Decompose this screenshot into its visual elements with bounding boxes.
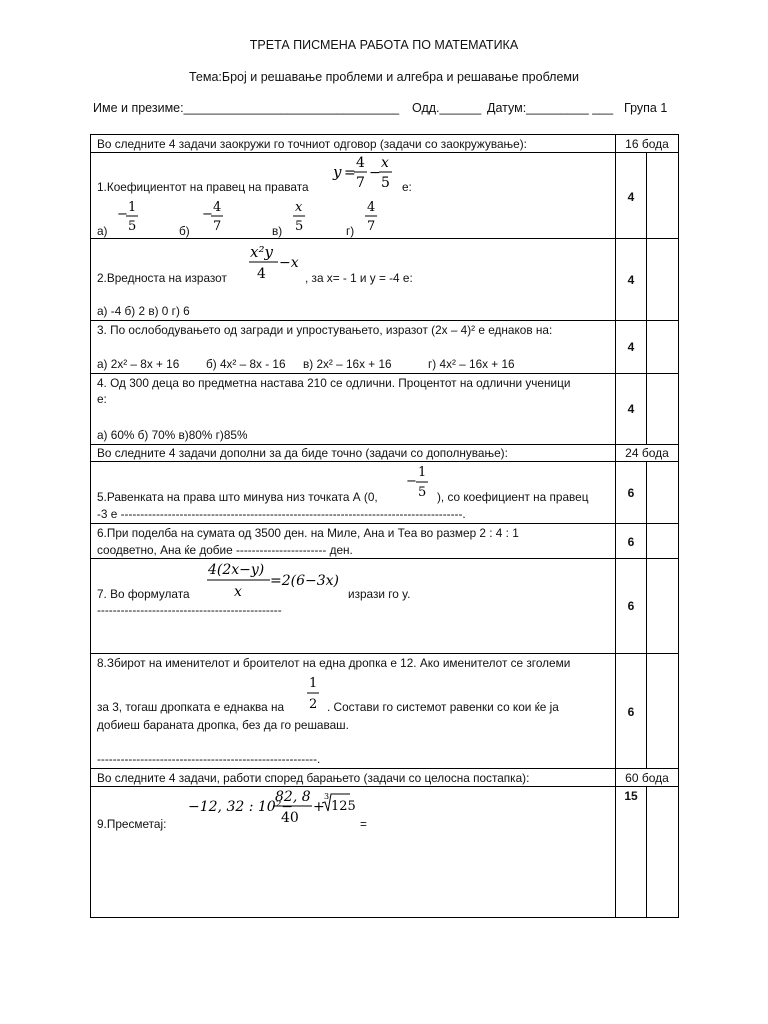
section-3-points: 60 бода (625, 771, 669, 785)
svg-text:−: − (117, 207, 128, 222)
q5-line-2: -3 е ---------------------------------------------------------------------------------------. (97, 507, 466, 521)
svg-text:+: + (313, 799, 325, 815)
q1-option-d: г) (346, 224, 355, 238)
svg-text:−12, 32 : 10²−: −12, 32 : 10²− (188, 799, 294, 815)
date-field: Датум:_________ ___ (487, 101, 614, 115)
row-divider (90, 373, 678, 374)
svg-text:40: 40 (281, 810, 299, 826)
svg-text:1: 1 (309, 676, 318, 691)
svg-text:125: 125 (331, 799, 356, 814)
q3-option-a: а) 2x² – 8x + 16 (97, 357, 180, 371)
q3-text: 3. По ослободувањето од загради и упростувањето, изразот (2x – 4)² е еднаков на: (97, 323, 553, 337)
svg-text:7: 7 (213, 219, 222, 234)
svg-text:4(2x−y): 4(2x−y) (208, 562, 265, 578)
section-2-instruction: Во следните 4 задачи дополни за да биде точно (задачи со дополнување): (97, 446, 508, 460)
q2-options: а) -4 б) 2 в) 0 г) 6 (97, 304, 190, 318)
score-column-divider (646, 461, 647, 768)
q7-text: 7. Во формулата (97, 587, 190, 601)
q6-line-2: соодветно, Ана ќе добие ----------------------- ден. (97, 543, 353, 557)
q9-formula (188, 787, 356, 829)
row-divider (90, 444, 678, 445)
svg-text:4: 4 (257, 266, 266, 282)
svg-text:4: 4 (367, 200, 376, 215)
q8-text-b: . Состави го системот равенки со кои ќе ја (327, 700, 559, 714)
svg-text:3: 3 (324, 792, 330, 801)
q5-text-a: 5.Равенката на права што минува низ точката А (0, (97, 490, 378, 504)
q7-line-2: ----------------------------------------------- (97, 603, 282, 617)
q1-suffix: е: (402, 180, 412, 194)
q9-points: 15 (624, 789, 638, 803)
q5-fraction (406, 462, 430, 502)
svg-text:x: x (381, 155, 389, 171)
svg-text:−: − (406, 474, 417, 489)
row-divider (90, 523, 678, 524)
score-column-divider (646, 786, 647, 918)
q4-options: а) 60% б) 70% в)80% г)85% (97, 428, 248, 442)
q8-line-3: добиеш бараната дропка, без да го решаваш. (97, 718, 349, 732)
q1-option-b: б) (179, 224, 190, 238)
q7-formula (206, 559, 340, 601)
q1-answer-c (292, 197, 308, 235)
section-1-points: 16 бода (625, 137, 669, 151)
q7-points: 6 (627, 599, 635, 613)
row-divider (90, 238, 678, 239)
svg-text:x: x (295, 200, 303, 215)
q8-line-4: --------------------------------------------------------. (97, 752, 321, 766)
svg-text:82, 8: 82, 8 (275, 789, 311, 805)
row-divider (90, 768, 678, 769)
q1-answer-a (117, 197, 139, 235)
q7-suffix: изрази го y. (348, 587, 411, 601)
row-divider (90, 320, 678, 321)
svg-text:7: 7 (367, 219, 376, 234)
q5-points: 6 (627, 486, 635, 500)
q4-line-2: е: (97, 392, 107, 406)
svg-text:5: 5 (381, 175, 390, 191)
row-divider (90, 558, 678, 559)
q8-fraction (306, 673, 322, 713)
q1-text: 1.Коефициентот на правец на правата (97, 180, 309, 194)
q2-points: 4 (627, 273, 635, 287)
svg-text:=: = (344, 165, 356, 181)
q4-line-1: 4. Од 300 деца во предметна настава 210 се одлични. Процентот на одлични ученици (97, 376, 571, 390)
q1-option-c: в) (272, 224, 283, 238)
svg-text:1: 1 (418, 465, 427, 480)
row-divider (90, 653, 678, 654)
q3-option-c: в) 2x² – 16x + 16 (303, 357, 392, 371)
svg-text:5: 5 (128, 219, 137, 234)
q6-points: 6 (627, 535, 635, 549)
q4-points: 4 (627, 402, 635, 416)
q3-option-d: г) 4x² – 16x + 16 (428, 357, 515, 371)
group-label: Група 1 (624, 101, 668, 115)
q8-text-a: за 3, тогаш дропката е еднаква на (97, 700, 285, 714)
class-field: Одд.______ (412, 101, 482, 115)
svg-text:−x: −x (279, 255, 299, 271)
q1-answer-b (202, 197, 224, 235)
q3-points: 4 (627, 340, 635, 354)
q6-line-1: 6.При поделба на сумата од 3500 ден. на Миле, Ана и Теа во размер 2 : 4 : 1 (97, 526, 519, 540)
q2-text: 2.Вредноста на изразот (97, 271, 227, 285)
section-2-points: 24 бода (625, 446, 669, 460)
section-3-instruction: Во следните 4 задачи, работи според барањето (задачи со целосна постапка): (97, 771, 530, 785)
q1-points: 4 (627, 190, 635, 204)
row-divider (90, 786, 678, 787)
svg-text:y: y (333, 163, 342, 181)
name-field: Име и презиме:_______________________________ (93, 101, 400, 115)
svg-text:2: 2 (309, 697, 318, 712)
svg-text:7: 7 (356, 175, 365, 191)
svg-text:x²y: x²y (250, 243, 273, 261)
q9-text: 9.Пресметај: (97, 817, 167, 831)
svg-text:−: − (369, 165, 381, 181)
svg-text:=2(6−3x): =2(6−3x) (270, 573, 340, 589)
row-divider (90, 461, 678, 462)
svg-text:5: 5 (295, 219, 304, 234)
svg-text:1: 1 (128, 200, 137, 215)
svg-text:−: − (202, 207, 213, 222)
page-title: ТРЕТА ПИСМЕНА РАБОТА ПО МАТЕМАТИКА (249, 38, 519, 52)
q2-suffix: , за x= - 1 и y = -4 е: (305, 271, 413, 285)
q1-formula (333, 153, 395, 191)
q8-points: 6 (627, 705, 635, 719)
q3-option-b: б) 4x² – 8x - 16 (206, 357, 286, 371)
q1-option-a: а) (97, 224, 108, 238)
svg-text:4: 4 (356, 155, 365, 171)
q9-equals: = (360, 817, 367, 831)
q2-formula (248, 239, 298, 283)
svg-text:x: x (234, 584, 242, 600)
topic-line: Тема:Број и решавање проблеми и алгебра и решавање проблеми (189, 70, 579, 84)
svg-text:4: 4 (213, 200, 222, 215)
q1-answer-d (364, 197, 380, 235)
section-1-instruction: Во следните 4 задачи заокружи го точниот одговор (задачи со заокружување): (97, 137, 527, 151)
q5-text-b: ), со коефициент на правец (437, 490, 589, 504)
score-column-divider (646, 152, 647, 444)
svg-text:5: 5 (418, 485, 427, 500)
q8-line-1: 8.Збирот на именителот и броителот на една дропка е 12. Ако именителот се зголеми (97, 656, 571, 670)
